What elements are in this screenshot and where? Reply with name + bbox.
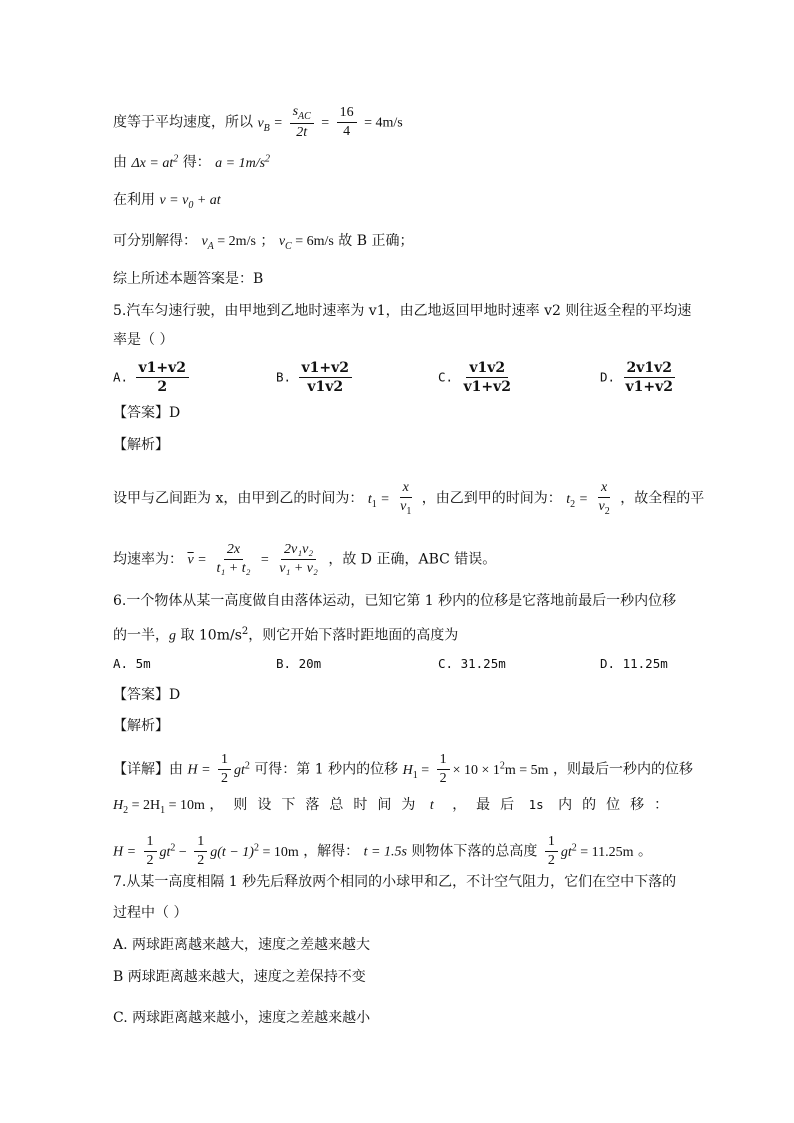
math-sup: 2 — [244, 759, 250, 771]
fraction — [461, 360, 514, 395]
text: ，则设下落总时间为 — [209, 797, 426, 813]
math-formula: gt — [159, 844, 171, 860]
math-num: x — [400, 480, 412, 498]
math-sup: 2 — [571, 841, 577, 853]
math-result: = 10m — [258, 844, 299, 860]
math-sub: C — [285, 240, 292, 252]
math-den: v1v2 — [307, 379, 344, 396]
math-result: m = 5m — [504, 762, 549, 778]
math-den: 2 — [157, 379, 168, 396]
math-sub: 2 — [123, 804, 129, 816]
q5-stem-line-2: 率是（ ） — [113, 332, 174, 348]
math-sup: 2 — [170, 841, 176, 853]
text: 在利用 — [113, 192, 155, 208]
option-label: A. — [113, 369, 129, 385]
math-sub: 1 — [412, 769, 418, 781]
math-formula: × 10 × 1 — [452, 762, 500, 778]
text: ，故全程的平 — [620, 490, 705, 507]
math-op: = — [417, 762, 430, 778]
fraction — [397, 480, 414, 517]
option-text: 31.25m — [460, 656, 506, 671]
text: 度等于平均速度，所以 — [113, 114, 253, 131]
text: 得： — [182, 154, 211, 171]
math-symbol: H — [402, 762, 413, 778]
intro-line-2 — [113, 148, 270, 175]
math-den: 4 — [343, 124, 351, 140]
fraction — [276, 542, 321, 577]
math-num: 1 — [194, 834, 207, 852]
math-num: v1+v2 — [299, 360, 352, 378]
math-sub: 1 — [371, 498, 377, 510]
q5-option-a — [113, 360, 192, 395]
math-num: 2x — [224, 542, 243, 560]
text: 故 B 正确； — [338, 233, 414, 249]
math-sup: 2 — [173, 153, 179, 164]
q6-analysis-heading: 【解析】 — [113, 718, 169, 734]
math-symbol: t — [566, 491, 571, 507]
math-formula: v = v — [159, 193, 189, 208]
math-num: 16 — [337, 105, 357, 123]
math-symbol: H — [113, 798, 124, 813]
math-num: 2v1v2 — [624, 360, 676, 378]
option-text: 20m — [298, 656, 322, 671]
text: 由 — [113, 154, 127, 171]
q6-option-d — [600, 653, 668, 675]
math-sub: 1 — [160, 804, 166, 816]
math-den: 2 — [197, 853, 205, 869]
q5-analysis-heading: 【解析】 — [113, 437, 169, 453]
math-sup: 2 — [253, 841, 259, 853]
math-num: 2v₁v₂ — [281, 542, 316, 560]
option-label: D. — [600, 369, 616, 385]
math-symbol: t — [367, 491, 372, 507]
math-result: a = 1m/s — [215, 155, 266, 171]
math-sup: 2 — [499, 759, 505, 771]
text: 【详解】由 — [113, 761, 183, 778]
math-sub: 1 — [406, 505, 412, 517]
math-value: t = 1.5s — [363, 844, 407, 860]
math-sub: B — [263, 122, 270, 134]
text: ，则最后一秒内的位移 — [553, 761, 693, 778]
q6-stem-line-2 — [113, 621, 458, 648]
math-result: = 10m — [165, 798, 205, 813]
math-sup: 2 — [241, 626, 249, 637]
fraction — [136, 360, 189, 395]
fraction — [290, 104, 314, 141]
math-symbol: v — [201, 234, 208, 249]
math-num: 1 — [144, 834, 157, 852]
fraction — [437, 752, 450, 787]
math-num: 1 — [218, 752, 231, 770]
math-op: = — [274, 115, 283, 131]
fraction — [545, 834, 558, 869]
q6-option-c — [438, 653, 506, 675]
text: ，由乙到甲的时间为： — [421, 490, 562, 507]
text: 可分别解得： — [113, 233, 197, 249]
math-sup: 2 — [265, 153, 271, 164]
option-label: B. — [276, 656, 292, 671]
math-den: v1+v2 — [463, 379, 511, 396]
math-den: v — [598, 499, 605, 515]
q5-solution-line-1: 设甲与乙间距为 x，由甲到乙的时间为： $t_1$ = $\frac{x}{v_1}$ ，由乙到甲的时间为： $t_2$ = $\frac{x}{v_2}$ ，故全程的平 — [113, 480, 705, 517]
math-value: 1s — [528, 797, 544, 812]
math-den: v — [400, 499, 407, 515]
option-label: B. — [276, 369, 292, 385]
fraction — [213, 542, 253, 577]
text: 均速率为： — [113, 551, 183, 568]
math-num: 1 — [437, 752, 450, 770]
q7-option-a: A. 两球距离越来越大，速度之差越来越大 — [113, 937, 371, 953]
math-formula: g(t − 1) — [210, 844, 254, 860]
math-num: x — [598, 480, 610, 498]
math-op: = — [321, 115, 330, 131]
fraction — [337, 105, 357, 140]
math-den: t₁ + t₂ — [216, 561, 251, 577]
fraction — [194, 834, 207, 869]
q5-option-c — [438, 360, 517, 395]
q6-detail-line-3 — [113, 834, 652, 869]
option-label: D. — [600, 656, 616, 671]
math-value: = 6m/s — [291, 234, 334, 249]
fraction — [218, 752, 231, 787]
math-den: 2 — [220, 771, 228, 787]
math-formula: gt — [560, 844, 572, 860]
q6-option-a — [113, 653, 151, 675]
q6-answer: 【答案】D — [113, 687, 181, 703]
option-text: 5m — [135, 656, 151, 671]
math-den: 2t — [296, 125, 308, 141]
text: ，故 D 正确，ABC 错误。 — [328, 551, 497, 568]
math-sub: 2 — [570, 498, 576, 510]
fraction — [623, 360, 676, 395]
math-den: 2 — [547, 853, 555, 869]
math-num: s — [292, 104, 299, 119]
text: 。 — [633, 843, 652, 860]
text: ，最后 — [452, 797, 525, 813]
math-symbol: t — [429, 798, 434, 813]
math-den: v1+v2 — [625, 379, 673, 396]
text: 设甲与乙间距为 x，由甲到乙的时间为： — [113, 490, 364, 507]
math-op: − — [175, 844, 187, 860]
q5-stem-line-1: 5.汽车匀速行驶，由甲地到乙地时速率为 v1，由乙地返回甲地时速率 v2 则往返全程的平均速 — [113, 303, 692, 319]
text: 取 10m/s — [176, 627, 242, 644]
q5-answer: 【答案】D — [113, 405, 181, 421]
math-sub: 2 — [604, 505, 610, 517]
q6-stem-line-1: 6.一个物体从某一高度做自由落体运动，已知它第 1 秒内的位移是它落地前最后一秒内位移 — [113, 593, 677, 609]
fraction — [299, 360, 352, 395]
math-symbol: v — [278, 234, 286, 249]
text: ，解得： — [303, 843, 360, 860]
q6-option-b — [276, 653, 321, 675]
text: 内的位移： — [558, 797, 679, 813]
q7-stem-line-2: 过程中（ ） — [113, 905, 188, 921]
text: 可得：第 1 秒内的位移 — [254, 761, 399, 778]
intro-line-3 — [113, 189, 221, 217]
math-symbol: $\overline{v}$ — [187, 552, 194, 568]
math-symbol: v — [257, 115, 264, 131]
math-num: v1v2 — [466, 360, 508, 378]
option-label: A. — [113, 656, 129, 671]
math-result: = 11.25m — [576, 844, 634, 860]
option-label: C. — [438, 369, 454, 385]
q6-detail-line-2 — [113, 794, 678, 822]
math-formula: H = — [113, 844, 137, 860]
math-den: 2 — [439, 771, 447, 787]
math-sub: AC — [298, 110, 311, 122]
q5-solution-line-2: 均速率为： $\overline{v}$ = $\frac{2x}{\text{t₁ + t₂}}$ = $\frac{\text{2v₁v₂}}{\text{v₁ + v₂}}$ ，故 D 正确，ABC 错误。 — [113, 542, 497, 577]
option-label: C. — [438, 656, 454, 671]
math-result: = 4m/s — [364, 115, 403, 131]
intro-line-4 — [113, 230, 413, 258]
q7-option-b: B 两球距离越来越大，速度之差保持不变 — [113, 969, 366, 985]
math-den: 2 — [146, 853, 154, 869]
text: 则物体下落的总高度 — [411, 843, 538, 860]
math-den: v₁ + v₂ — [279, 561, 318, 577]
intro-line-5: 综上所述本题答案是：B — [113, 271, 264, 287]
fraction — [596, 480, 613, 517]
math-symbol: g — [169, 628, 176, 644]
math-formula: + at — [193, 193, 221, 208]
text: ，则它开始下落时距地面的高度为 — [248, 627, 459, 644]
q5-option-d — [600, 360, 679, 395]
math-sub: A — [207, 240, 214, 252]
text: 的一半， — [113, 627, 169, 644]
q7-option-c: C. 两球距离越来越小，速度之差越来越小 — [113, 1010, 371, 1026]
math-formula: gt — [233, 762, 245, 778]
q6-detail-line-1 — [113, 752, 693, 787]
math-num: 1 — [545, 834, 558, 852]
math-sub: 0 — [188, 199, 194, 211]
option-text: 11.25m — [622, 656, 668, 671]
text: ； — [260, 233, 275, 249]
q7-stem-line-1: 7.从某一高度相隔 1 秒先后释放两个相同的小球甲和乙，不计空气阻力，它们在空中下落的 — [113, 874, 677, 890]
q5-option-b — [276, 360, 355, 395]
fraction — [144, 834, 157, 869]
math-formula: Δx = at — [131, 155, 174, 171]
math-formula: H = — [187, 762, 211, 778]
math-num: v1+v2 — [136, 360, 189, 378]
math-formula: = 2H — [128, 798, 161, 813]
intro-line-1 — [113, 104, 403, 141]
math-value: = 2m/s — [213, 234, 256, 249]
